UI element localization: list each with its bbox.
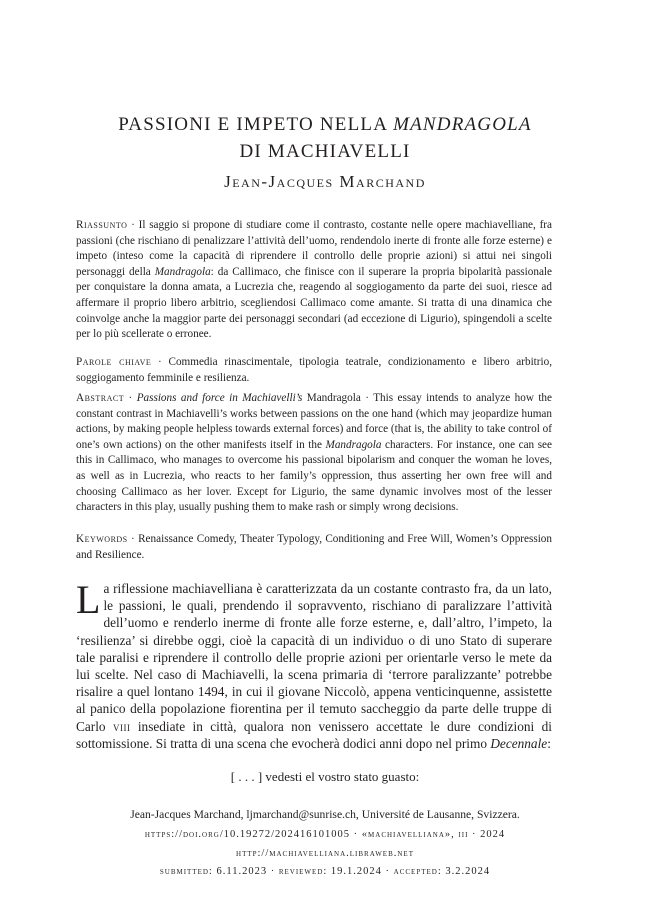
submission-dates: submitted: 6.11.2023 · reviewed: 19.1.2024 · accepted: 3.2.2024 [159,866,491,877]
riassunto-paragraph: Riassunto · Il saggio si propone di studiare come il contrasto, costante nelle opere machiavelliane, fra passioni (che rischiano di penalizzare l’attività dell’uomo, rendendolo inerte di fronte alle forze esterne) e impeto (inteso come la capacità di riprendere il controllo delle proprie azioni) si attui nei singoli personaggi della Mandragola: da Callimaco, che finisce con il superare la propria bipolarità passionale per conquistare la donna amata, a Lucrezia che, reagendo al soggiogamento da parte dei suoi, riesce ad affermare il proprio libero arbitrio, scegliendosi Callimaco come amante. Si tratta di una dinamica che coinvolge anche la maggior parte dei personaggi secondari (ad eccezione di Ligurio), spingendoli a scelte per lo più scellerate o erronee. [76,219,552,341]
title-line-2: DI MACHIAVELLI [239,141,411,162]
keywords-label: Keywords [76,533,128,545]
title-line-1: PASSIONI E IMPETO NELLA MANDRAGOLA [118,114,532,135]
doi-line: https://doi.org/10.19272/202416101005 · «machiavelliana», iii · 2024 [144,829,506,840]
body-paragraph: La riflessione machiavelliana è caratterizzata da un costante contrasto fra, da un lato, le passioni, le quali, prendendo il sopravvento, rischiano di paralizzare l’attività dell’uomo e renderlo inerme di fronte alle forze esterne, e, dall’altro, l’impeto, la ‘resilienza’ si direbbe oggi, cioè la capacità di un individuo o di uno Stato di superare tale paralisi e riprendere il controllo delle proprie azioni per orientarle verso le mete da lui scelte. Nel caso di Machiavelli, la scena primaria di ‘terrore paralizzante’ potrebbe risalire a quel lontano 1494, in cui il giovane Niccolò, appena venticinquenne, assistette al panico della popolazione fiorentina per il temuto saccheggio da parte delle truppe di Carlo viii insediate in città, qualora non venissero accettate le dure condizioni di sottomissione. Si tratta di una scena che evocherà dodici anni dopo nel primo Decennale: [76,577,552,751]
author-name: Jean-Jacques Marchand [224,172,426,191]
abstract-paragraph: Abstract · Passions and force in Machiavelli’s Mandragola · This essay intends to analyze how the constant contrast in Machiavelli’s works between passions on the one hand (which may jeopardize human actions, by making people helpless towards external forces) and force (that is, the ability to take control of one’s own actions) on the other manifests itself in the Mandragola characters. For instance, one can see this in Callimaco, who manages to overcome his passional bipolarism and conquer the woman he loves, as well as in Lucrezia, who reacts to her family’s oppression, thus asserting her own free will and choosing Callimaco as her lover. Except for Ligurio, the same dynamic involves most of the lesser characters in this play, usually pushing them to make rash or simply wrong decisions. [76,392,552,514]
article-title [0,111,650,165]
title-italic-word: MANDRAGOLA [393,114,532,135]
parole-chiave-label: Parole chiave [76,356,152,368]
verse-quote: [ . . . ] vedesti el vostro stato guasto: [230,769,420,784]
journal-url: http://machiavelliana.libraweb.net [236,848,414,859]
keywords-paragraph: Keywords · Renaissance Comedy, Theater Typology, Conditioning and Free Will, Women’s Oppression and Resilience. [76,533,552,561]
author-contact: Jean-Jacques Marchand, ljmarchand@sunrise.ch, Université de Lausanne, Svizzera. [130,808,520,821]
parole-chiave-paragraph: Parole chiave · Commedia rinascimentale, tipologia teatrale, condizionamento e libero arbitrio, soggiogamento femminile e resilienza. [76,356,553,384]
riassunto-label: Riassunto [76,219,128,231]
abstract-label: Abstract [76,392,125,404]
drop-cap: L [76,577,101,622]
